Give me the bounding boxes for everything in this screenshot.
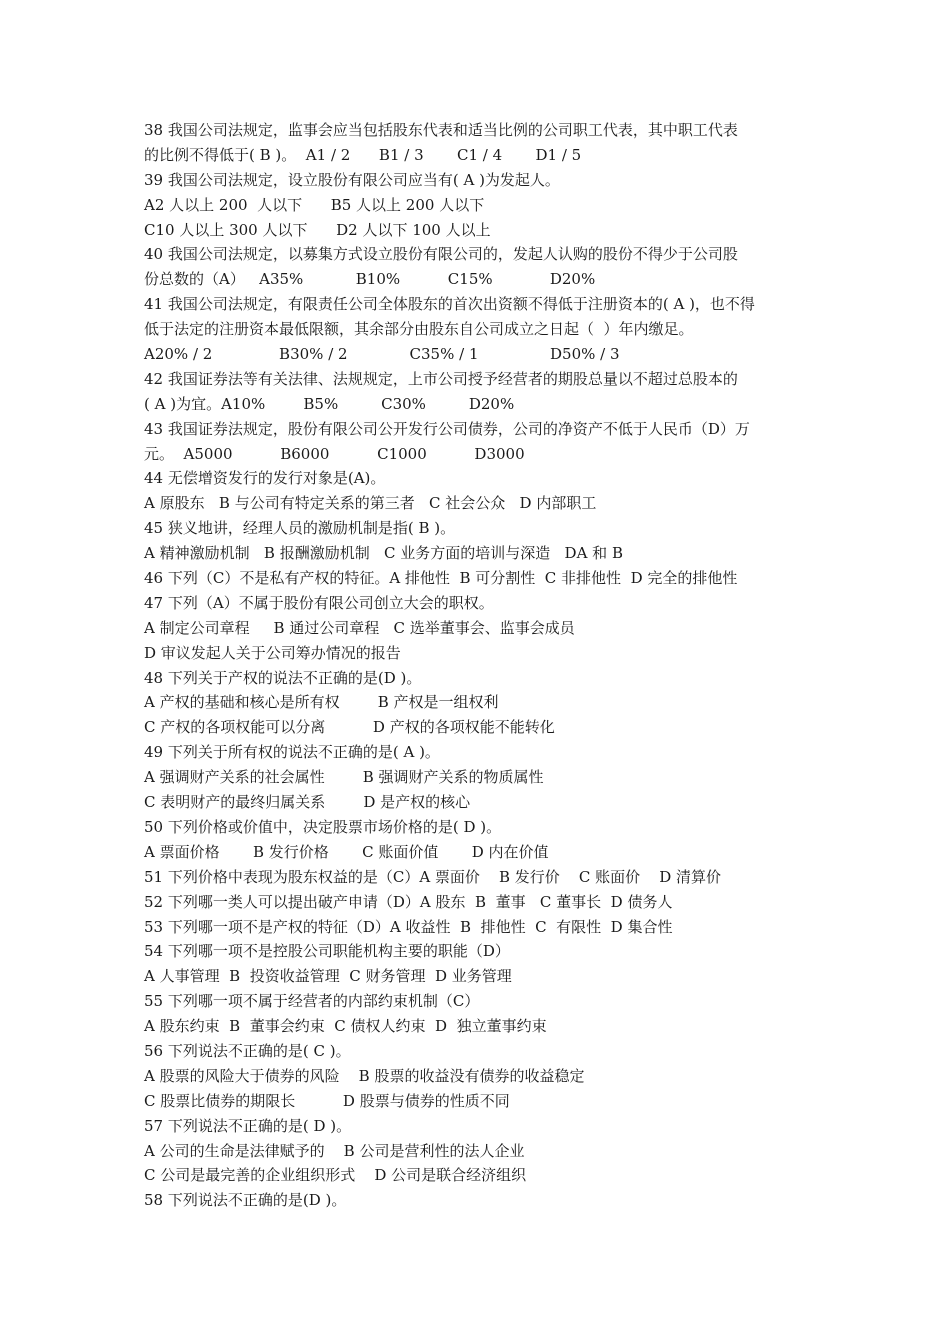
- text-line-35: A 人事管理 B 投资收益管理 C 财务管理 D 业务管理: [144, 967, 512, 986]
- text-line-32: 52 下列哪一类人可以提出破产申请（D）A 股东 B 董事 C 董事长 D 债务人: [144, 892, 673, 911]
- text-line-16: A 原股东 B 与公司有特定关系的第三者 C 社会公众 D 内部职工: [144, 494, 597, 513]
- text-line-44: 58 下列说法不正确的是(D )。: [144, 1191, 347, 1210]
- text-line-40: C 股票比债券的期限长 D 股票与债券的性质不同: [144, 1091, 510, 1110]
- text-line-11: 42 我国证券法等有关法律、法规规定，上市公司授予经营者的期股总量以不超过总股本的: [144, 369, 738, 388]
- text-line-41: 57 下列说法不正确的是( D )。: [144, 1116, 352, 1135]
- text-line-18: A 精神激励机制 B 报酬激励机制 C 业务方面的培训与深造 DA 和 B: [144, 544, 623, 563]
- text-line-2: 的比例不得低于( B )。 A1 / 2 B1 / 3 C1 / 4 D1 / 5: [144, 145, 582, 164]
- text-line-1: 38 我国公司法规定，监事会应当包括股东代表和适当比例的公司职工代表，其中职工代表: [144, 121, 738, 139]
- text-line-42: A 公司的生命是法律赋予的 B 公司是营利性的法人企业: [144, 1141, 525, 1160]
- text-line-39: A 股票的风险大于债券的风险 B 股票的收益没有债券的收益稳定: [144, 1066, 585, 1085]
- text-line-38: 56 下列说法不正确的是( C )。: [144, 1041, 351, 1060]
- text-line-10: A20% / 2 B30% / 2 C35% / 1 D50% / 3: [144, 345, 620, 364]
- text-line-14: 元。 A5000 B6000 C1000 D3000: [144, 444, 525, 463]
- text-line-4: A2 人以上 200 人以下 B5 人以上 200 人以下: [144, 195, 485, 214]
- text-line-12: ( A )为宜。A10% B5% C30% D20%: [144, 394, 515, 413]
- text-line-25: C 产权的各项权能可以分离 D 产权的各项权能不能转化: [144, 718, 555, 737]
- text-line-19: 46 下列（C）不是私有产权的特征。A 排他性 B 可分割性 C 非排他性 D 完全的排他性: [144, 569, 738, 588]
- text-line-31: 51 下列价格中表现为股东权益的是（C）A 票面价 B 发行价 C 账面价 D 清算价: [144, 867, 721, 886]
- text-line-15: 44 无偿增资发行的发行对象是(A)。: [144, 469, 386, 488]
- text-line-33: 53 下列哪一项不是产权的特征（D）A 收益性 B 排他性 C 有限性 D 集合性: [144, 917, 673, 936]
- text-line-9: 低于法定的注册资本最低限额，其余部分由股东自公司成立之日起（ ）年内缴足。: [144, 320, 694, 339]
- text-line-5: C10 人以上 300 人以下 D2 人以下 100 人以上: [144, 220, 491, 239]
- text-line-22: D 审议发起人关于公司筹办情况的报告: [144, 643, 401, 662]
- text-line-34: 54 下列哪一项不是控股公司职能机构主要的职能（D）: [144, 942, 510, 961]
- text-line-24: A 产权的基础和核心是所有权 B 产权是一组权利: [144, 693, 499, 712]
- text-line-17: 45 狭义地讲，经理人员的激励机制是指( B )。: [144, 519, 456, 538]
- text-line-43: C 公司是最完善的企业组织形式 D 公司是联合经济组织: [144, 1166, 527, 1185]
- text-line-7: 份总数的（A） A35% B10% C15% D20%: [144, 270, 596, 289]
- text-line-29: 50 下列价格或价值中，决定股票市场价格的是( D )。: [144, 817, 502, 836]
- text-line-21: A 制定公司章程 B 通过公司章程 C 选举董事会、监事会成员: [144, 618, 575, 637]
- text-line-30: A 票面价格 B 发行价格 C 账面价值 D 内在价值: [144, 842, 549, 861]
- text-line-27: A 强调财产关系的社会属性 B 强调财产关系的物质属性: [144, 768, 544, 787]
- text-line-8: 41 我国公司法规定，有限责任公司全体股东的首次出资额不得低于注册资本的( A )，也不得: [144, 295, 755, 314]
- text-line-28: C 表明财产的最终归属关系 D 是产权的核心: [144, 793, 471, 812]
- text-line-3: 39 我国公司法规定，设立股份有限公司应当有( A )为发起人。: [144, 170, 560, 189]
- text-line-13: 43 我国证券法规定，股份有限公司公开发行公司债券，公司的净资产不低于人民币（D）万: [144, 419, 750, 438]
- text-line-26: 49 下列关于所有权的说法不正确的是( A )。: [144, 743, 440, 762]
- text-line-20: 47 下列（A）不属于股份有限公司创立大会的职权。: [144, 593, 494, 612]
- text-line-37: A 股东约束 B 董事会约束 C 债权人约束 D 独立董事约束: [144, 1017, 547, 1036]
- text-line-6: 40 我国公司法规定，以募集方式设立股份有限公司的，发起人认购的股份不得少于公司股: [144, 245, 738, 264]
- text-line-36: 55 下列哪一项不属于经营者的内部约束机制（C）: [144, 992, 480, 1011]
- text-line-23: 48 下列关于产权的说法不正确的是(D )。: [144, 668, 422, 687]
- document-body: [144, 118, 808, 1213]
